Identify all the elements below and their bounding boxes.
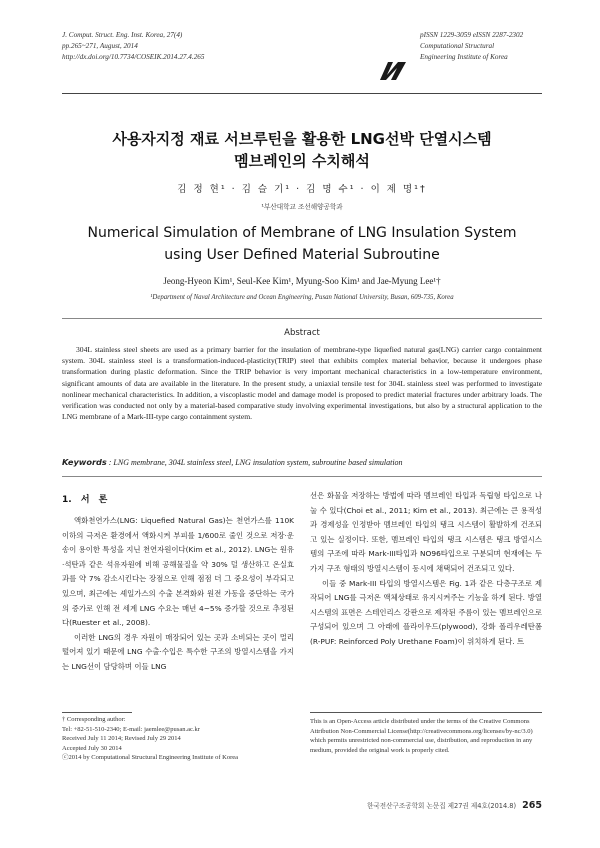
license-rule [310,712,542,713]
citation-line: pp.265~271, August, 2014 [62,42,138,50]
english-affiliation: ¹Department of Naval Architecture and Ocean Engineering, Pusan National University, Busan, 609-735, Korea [150,294,454,301]
journal-citation [62,30,204,63]
footnote-rule [62,712,132,713]
issn-line: pISSN 1229-3059 eISSN 2287-2302 [420,31,524,39]
abstract-text: 304L stainless steel sheets are used as a primary barrier for the insulation of membrane-type liquefied natural gas(LNG) carrier cargo containment system. 304L stainless steel is a transformation-induced-plasticity(TRIP) steel that exhibits complex material behavior, because it undergoes phase transformation during plastic deformation. Since the TRIP behavior is very important mechanical characteristics in a low-temperature environment, significant amounts of data are available in the literature. In the present study, a uniaxial tensile test for 304L stainless steel was performed to investigate nonlinear mechanical characteristics. In addition, a viscoplastic model and damage model is proposed to predict material fractures under arbitrary loads. The verification was conducted not only by a material-based comparative study involving experimental investigations, but also by a structural application to the LNG membrane of a Mark-III-type cargo containment system. [62,345,542,422]
title-line: Numerical Simulation of Membrane of LNG Insulation System [87,225,517,241]
publisher-line: Engineering Institute of Korea [420,53,508,61]
paragraph: 이들 중 Mark-III 타입의 방열시스템은 Fig. 1과 같은 다층구조로 제작되어 LNG를 극저온 액체상태로 유지시켜주는 기능을 하게 된다. 방열시스템의 표면은 스테인리스 강판으로 제작된 주름이 있는 멤브레인으로 구성되어 있으며 그 아래에 플라이우드(plywood), 강화 폴리우레탄폼(R-PUF: Reinforced Poly Urethane Foam)이 위치하게 된다. 트 [310,578,542,646]
abstract-top-rule [62,318,542,319]
footnote-line: Accepted July 30 2014 [62,744,122,752]
keywords-list: : LNG membrane, 304L stainless steel, LNG insulation system, subroutine based simulation [108,458,403,467]
footnote-line: ⓒ2014 by Computational Structural Engineering Institute of Korea [62,754,239,761]
korean-title [62,128,542,172]
title-line: using User Defined Material Subroutine [164,247,440,263]
title-line: 사용자지정 재료 서브루틴을 활용한 LNG선박 단열시스템 [112,130,492,148]
corresponding-author-footnote [62,715,294,763]
keywords-rule [62,476,542,477]
page-footer [310,800,542,811]
korean-affiliation: ¹부산대학교 조선해양공학과 [261,203,343,211]
doi-link[interactable]: http://dx.doi.org/10.7734/COSEIK.2014.27.4.265 [62,53,205,61]
citation-line: J. Comput. Struct. Eng. Inst. Korea, 27(4) [62,31,183,39]
keywords [62,457,542,467]
right-column-text [310,489,542,650]
journal-logo-icon [378,60,408,82]
left-column-text [62,514,294,675]
abstract-heading: Abstract [284,328,320,338]
footnote-line: † Corresponding author: [62,716,126,723]
footnote-line: Received July 11 2014; Revised July 29 2014 [62,735,181,742]
section-heading: 1. 서 론 [62,495,108,505]
license-notice: This is an Open-Access article distributed under the terms of the Creative Commons Attribution Non-Commercial License(http://creativecommons.org/licenses/by-nc/3.0) which permits unrestricted non-commercial use, distribution, and reproduction in any medium, provided the original work is properly cited. [310,718,533,754]
paragraph: 이러한 LNG의 경우 자원이 매장되어 있는 곳과 소비되는 곳이 멀리 떨어져 있기 때문에 LNG 수출·수입은 특수한 구조의 방열시스템을 가지는 LNG선이 담당하며 이들 LNG [62,632,294,671]
title-line: 멤브레인의 수치해석 [234,152,370,170]
english-title [62,222,542,266]
footnote-line: Tel: +82-51-510-2340; E-mail: jaemlee@pusan.ac.kr [62,725,200,733]
header-rule [62,93,542,94]
korean-authors: 김 정 현¹ · 김 슬 기¹ · 김 명 수¹ · 이 제 명¹† [177,184,427,195]
publisher-line: Computational Structural [420,42,495,50]
paragraph: 액화천연가스(LNG: Liquefied Natural Gas)는 천연가스를 110K 이하의 극저온 환경에서 액화시켜 부피를 1/600로 줄인 것으로 저장·운송이 용이한 특성을 지닌 천연자원이다(Kim et al., 2012). LNG는 원유·석탄과 같은 석유자원에 비해 공해물질을 약 30% 덜 생산하고 온실효과를 약 7% 감소시킨다는 장점으로 인해 점점 더 그 중요성이 부각되고 있으며, 최근에는 셰일가스의 수출 본격화와 원전 가동을 중단하는 국가의 증가로 인해 전 세계 LNG 수요는 매년 4~5% 증가할 것으로 추정된다(Ruester et al., 2008). [62,516,294,628]
paragraph: 선은 화물을 저장하는 방법에 따라 멤브레인 타입과 독립형 타입으로 나눌 수 있다(Choi et al., 2011; Kim et al., 2013). 최근에는 큰 용적성과 경제성을 인정받아 멤브레인 타입의 탱크 시스템이 활발하게 건조되고 있는 실정이다. 또한, 멤브레인 타입의 탱크 시스템은 탱크 방열시스템의 구조에 따라 Mark-III타입과 NO96타입으로 구분되며 현재에는 두 가지 구조 형태의 방열시스템이 동시에 채택되어 건조되고 있다. [310,491,542,573]
issn-block [420,30,523,63]
english-authors: Jeong-Hyeon Kim¹, Seul-Kee Kim¹, Myung-Soo Kim¹ and Jae-Myung Lee¹† [163,276,441,286]
footer-journal: 한국전산구조공학회 논문집 제27권 제4호(2014.8) [367,802,517,810]
keywords-label: Keywords [62,457,107,467]
page-number: 265 [522,800,542,811]
